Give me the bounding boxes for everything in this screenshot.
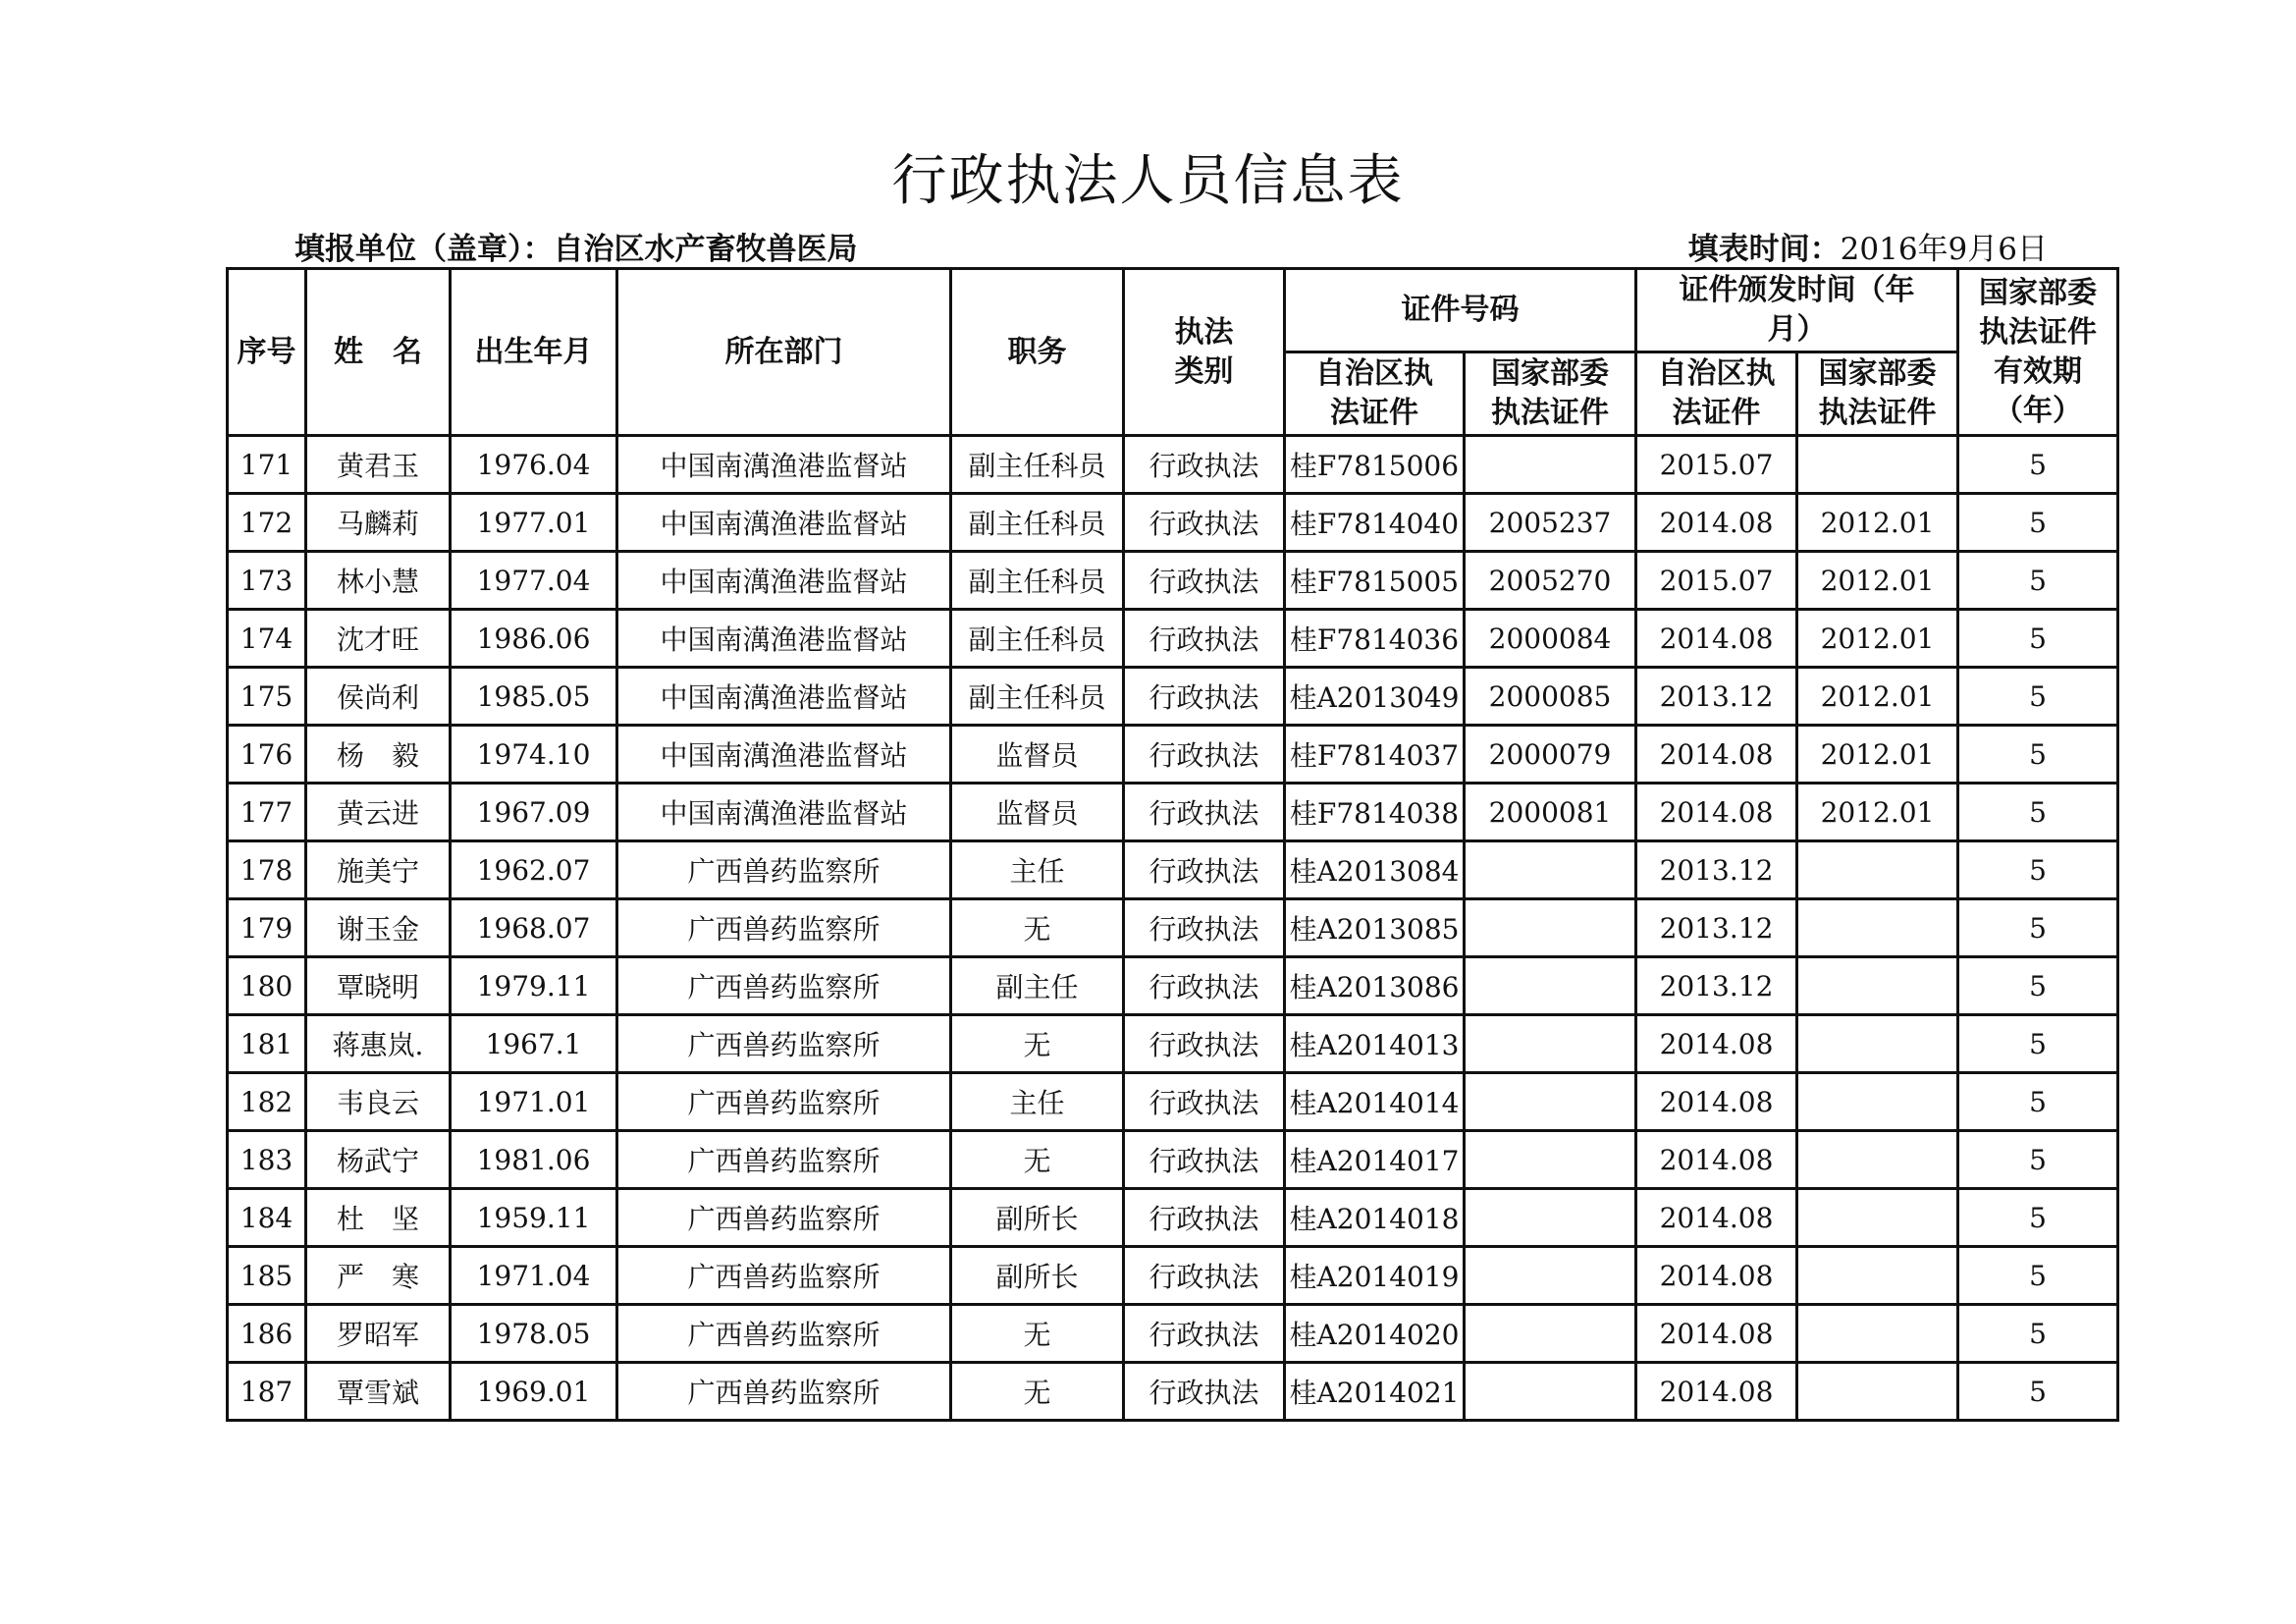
cell-position: 副主任科员: [951, 610, 1124, 668]
cell-name: 黄君玉: [306, 436, 451, 494]
cell-region-issue: 2014.08: [1636, 1363, 1797, 1421]
cell-validity: 5: [1958, 668, 2118, 726]
cell-seq: 174: [228, 610, 306, 668]
header-cert-issue: 证件颁发时间（年月）: [1636, 269, 1958, 352]
cell-region-cert: 桂A2014013: [1285, 1015, 1465, 1073]
cell-dept: 中国南澫渔港监督站: [617, 668, 951, 726]
table-row: [228, 1189, 2118, 1247]
cell-dept: 广西兽药监察所: [617, 1189, 951, 1247]
cell-national-issue: [1797, 1073, 1958, 1131]
info-table: [226, 267, 2119, 1422]
cell-region-issue: 2014.08: [1636, 494, 1797, 552]
cell-position: 无: [951, 899, 1124, 957]
cell-name: 罗昭军: [306, 1305, 451, 1363]
cell-birth: 1978.05: [451, 1305, 617, 1363]
fill-unit-label: 填报单位（盖章）：自治区水产畜牧兽医局: [294, 232, 858, 267]
cell-region-cert: 桂A2014021: [1285, 1363, 1465, 1421]
cell-seq: 187: [228, 1363, 306, 1421]
cell-region-cert: 桂F7814040: [1285, 494, 1465, 552]
cell-region-issue: 2013.12: [1636, 957, 1797, 1015]
cell-national-cert: [1465, 1247, 1636, 1305]
table-row: [228, 1247, 2118, 1305]
cell-region-issue: 2015.07: [1636, 436, 1797, 494]
cell-region-cert: 桂F7815005: [1285, 552, 1465, 610]
cell-seq: 179: [228, 899, 306, 957]
page-title: 行政执法人员信息表: [891, 149, 1405, 213]
cell-position: 无: [951, 1363, 1124, 1421]
cell-national-cert: [1465, 841, 1636, 899]
cell-national-cert: 2000085: [1465, 668, 1636, 726]
cell-birth: 1971.01: [451, 1073, 617, 1131]
cell-dept: 中国南澫渔港监督站: [617, 726, 951, 784]
cell-category: 行政执法: [1124, 1189, 1285, 1247]
cell-position: 副主任: [951, 957, 1124, 1015]
cell-region-issue: 2013.12: [1636, 668, 1797, 726]
cell-birth: 1959.11: [451, 1189, 617, 1247]
cell-category: 行政执法: [1124, 552, 1285, 610]
cell-national-issue: [1797, 841, 1958, 899]
cell-national-cert: [1465, 1131, 1636, 1189]
table-row: [228, 610, 2118, 668]
cell-region-cert: 桂F7814037: [1285, 726, 1465, 784]
cell-region-cert: 桂A2013049: [1285, 668, 1465, 726]
cell-position: 无: [951, 1131, 1124, 1189]
table-header: [228, 269, 2118, 436]
cell-national-issue: 2012.01: [1797, 668, 1958, 726]
header-position: 职务: [951, 269, 1124, 436]
cell-national-cert: 2000079: [1465, 726, 1636, 784]
table-row: [228, 841, 2118, 899]
cell-region-issue: 2014.08: [1636, 1015, 1797, 1073]
cell-validity: 5: [1958, 610, 2118, 668]
cell-category: 行政执法: [1124, 841, 1285, 899]
cell-national-cert: [1465, 436, 1636, 494]
cell-dept: 中国南澫渔港监督站: [617, 610, 951, 668]
cell-region-issue: 2014.08: [1636, 784, 1797, 841]
cell-region-issue: 2014.08: [1636, 1131, 1797, 1189]
cell-region-issue: 2014.08: [1636, 1247, 1797, 1305]
cell-name: 施美宁: [306, 841, 451, 899]
cell-national-issue: [1797, 1247, 1958, 1305]
cell-national-cert: 2005237: [1465, 494, 1636, 552]
fill-date: [1688, 224, 2048, 268]
header-national-cert-issue: 国家部委执法证件: [1797, 352, 1958, 436]
cell-national-issue: [1797, 1015, 1958, 1073]
cell-validity: 5: [1958, 957, 2118, 1015]
cell-validity: 5: [1958, 1073, 2118, 1131]
cell-region-cert: 桂A2014019: [1285, 1247, 1465, 1305]
cell-validity: 5: [1958, 899, 2118, 957]
cell-validity: 5: [1958, 784, 2118, 841]
cell-validity: 5: [1958, 494, 2118, 552]
cell-name: 覃晓明: [306, 957, 451, 1015]
cell-validity: 5: [1958, 436, 2118, 494]
cell-birth: 1985.05: [451, 668, 617, 726]
cell-birth: 1979.11: [451, 957, 617, 1015]
cell-birth: 1974.10: [451, 726, 617, 784]
cell-birth: 1977.04: [451, 552, 617, 610]
cell-name: 林小慧: [306, 552, 451, 610]
cell-position: 主任: [951, 841, 1124, 899]
cell-category: 行政执法: [1124, 1015, 1285, 1073]
cell-position: 副所长: [951, 1189, 1124, 1247]
cell-national-cert: 2005270: [1465, 552, 1636, 610]
header-category: 执法类别: [1124, 269, 1285, 436]
cell-region-issue: 2014.08: [1636, 726, 1797, 784]
cell-position: 副主任科员: [951, 494, 1124, 552]
cell-category: 行政执法: [1124, 957, 1285, 1015]
cell-category: 行政执法: [1124, 784, 1285, 841]
cell-validity: 5: [1958, 1305, 2118, 1363]
cell-position: 监督员: [951, 726, 1124, 784]
cell-national-cert: [1465, 957, 1636, 1015]
cell-name: 覃雪斌: [306, 1363, 451, 1421]
cell-seq: 183: [228, 1131, 306, 1189]
cell-category: 行政执法: [1124, 1073, 1285, 1131]
cell-region-issue: 2013.12: [1636, 899, 1797, 957]
cell-national-cert: [1465, 1189, 1636, 1247]
cell-seq: 185: [228, 1247, 306, 1305]
cell-name: 杨 毅: [306, 726, 451, 784]
cell-name: 蒋惠岚.: [306, 1015, 451, 1073]
cell-validity: 5: [1958, 552, 2118, 610]
cell-region-cert: 桂A2013085: [1285, 899, 1465, 957]
cell-national-issue: 2012.01: [1797, 552, 1958, 610]
cell-birth: 1986.06: [451, 610, 617, 668]
cell-position: 副主任科员: [951, 668, 1124, 726]
cell-category: 行政执法: [1124, 1305, 1285, 1363]
cell-region-issue: 2013.12: [1636, 841, 1797, 899]
cell-seq: 177: [228, 784, 306, 841]
cell-region-issue: 2014.08: [1636, 1305, 1797, 1363]
table-row: [228, 552, 2118, 610]
cell-region-issue: 2014.08: [1636, 1189, 1797, 1247]
cell-validity: 5: [1958, 1131, 2118, 1189]
cell-dept: 中国南澫渔港监督站: [617, 494, 951, 552]
cell-validity: 5: [1958, 1363, 2118, 1421]
header-cert-no: 证件号码: [1285, 269, 1636, 352]
cell-region-cert: 桂A2014014: [1285, 1073, 1465, 1131]
cell-name: 韦良云: [306, 1073, 451, 1131]
table-row: [228, 1015, 2118, 1073]
cell-category: 行政执法: [1124, 494, 1285, 552]
cell-position: 副主任科员: [951, 552, 1124, 610]
cell-position: 副主任科员: [951, 436, 1124, 494]
table-row: [228, 436, 2118, 494]
cell-dept: 广西兽药监察所: [617, 1363, 951, 1421]
header-seq: 序号: [228, 269, 306, 436]
cell-seq: 186: [228, 1305, 306, 1363]
cell-position: 副所长: [951, 1247, 1124, 1305]
table-body: [228, 436, 2118, 1421]
table-row: [228, 784, 2118, 841]
cell-region-issue: 2015.07: [1636, 552, 1797, 610]
table-row: [228, 1131, 2118, 1189]
cell-name: 马麟莉: [306, 494, 451, 552]
cell-national-cert: [1465, 1305, 1636, 1363]
cell-birth: 1976.04: [451, 436, 617, 494]
cell-national-issue: 2012.01: [1797, 726, 1958, 784]
cell-national-issue: [1797, 1131, 1958, 1189]
cell-dept: 广西兽药监察所: [617, 1131, 951, 1189]
cell-name: 侯尚利: [306, 668, 451, 726]
table-row: [228, 1363, 2118, 1421]
cell-dept: 中国南澫渔港监督站: [617, 784, 951, 841]
cell-national-issue: [1797, 1363, 1958, 1421]
header-validity: 国家部委执法证件有效期（年）: [1958, 269, 2118, 436]
cell-dept: 广西兽药监察所: [617, 899, 951, 957]
cell-name: 沈才旺: [306, 610, 451, 668]
cell-validity: 5: [1958, 1015, 2118, 1073]
fill-date-label: 填表时间：: [1687, 232, 1841, 267]
cell-category: 行政执法: [1124, 1247, 1285, 1305]
cell-dept: 中国南澫渔港监督站: [617, 552, 951, 610]
cell-position: 监督员: [951, 784, 1124, 841]
cell-category: 行政执法: [1124, 610, 1285, 668]
cell-seq: 184: [228, 1189, 306, 1247]
cell-region-issue: 2014.08: [1636, 1073, 1797, 1131]
header-region-cert: 自治区执法证件: [1285, 352, 1465, 436]
cell-position: 无: [951, 1305, 1124, 1363]
cell-seq: 176: [228, 726, 306, 784]
cell-seq: 171: [228, 436, 306, 494]
cell-dept: 广西兽药监察所: [617, 1015, 951, 1073]
cell-validity: 5: [1958, 841, 2118, 899]
cell-name: 杨武宁: [306, 1131, 451, 1189]
cell-seq: 175: [228, 668, 306, 726]
cell-birth: 1967.1: [451, 1015, 617, 1073]
cell-category: 行政执法: [1124, 436, 1285, 494]
cell-national-cert: [1465, 1015, 1636, 1073]
header-national-cert: 国家部委执法证件: [1465, 352, 1636, 436]
cell-seq: 173: [228, 552, 306, 610]
header-dept: 所在部门: [617, 269, 951, 436]
cell-dept: 广西兽药监察所: [617, 957, 951, 1015]
table-row: [228, 1305, 2118, 1363]
cell-birth: 1962.07: [451, 841, 617, 899]
cell-category: 行政执法: [1124, 1131, 1285, 1189]
cell-region-cert: 桂A2014017: [1285, 1131, 1465, 1189]
cell-dept: 广西兽药监察所: [617, 1073, 951, 1131]
cell-region-cert: 桂F7815006: [1285, 436, 1465, 494]
cell-national-issue: [1797, 1189, 1958, 1247]
cell-seq: 172: [228, 494, 306, 552]
cell-region-cert: 桂A2013086: [1285, 957, 1465, 1015]
cell-position: 主任: [951, 1073, 1124, 1131]
table-row: [228, 957, 2118, 1015]
table-row: [228, 726, 2118, 784]
cell-birth: 1968.07: [451, 899, 617, 957]
cell-national-cert: [1465, 1363, 1636, 1421]
cell-name: 黄云进: [306, 784, 451, 841]
header-birth: 出生年月: [451, 269, 617, 436]
cell-validity: 5: [1958, 726, 2118, 784]
cell-category: 行政执法: [1124, 899, 1285, 957]
cell-national-cert: [1465, 899, 1636, 957]
cell-category: 行政执法: [1124, 668, 1285, 726]
cell-seq: 182: [228, 1073, 306, 1131]
fill-date-value: 2016年9月6日: [1840, 232, 2048, 267]
cell-national-issue: 2012.01: [1797, 610, 1958, 668]
cell-birth: 1971.04: [451, 1247, 617, 1305]
table-row: [228, 668, 2118, 726]
cell-dept: 广西兽药监察所: [617, 1247, 951, 1305]
cell-seq: 181: [228, 1015, 306, 1073]
cell-region-cert: 桂F7814036: [1285, 610, 1465, 668]
table-row: [228, 1073, 2118, 1131]
cell-name: 谢玉金: [306, 899, 451, 957]
cell-dept: 广西兽药监察所: [617, 841, 951, 899]
header-region-cert-issue: 自治区执法证件: [1636, 352, 1797, 436]
cell-national-issue: 2012.01: [1797, 784, 1958, 841]
cell-birth: 1969.01: [451, 1363, 617, 1421]
cell-region-cert: 桂A2013084: [1285, 841, 1465, 899]
cell-national-cert: [1465, 1073, 1636, 1131]
cell-region-cert: 桂A2014020: [1285, 1305, 1465, 1363]
cell-category: 行政执法: [1124, 1363, 1285, 1421]
cell-seq: 180: [228, 957, 306, 1015]
cell-name: 严 寒: [306, 1247, 451, 1305]
cell-region-issue: 2014.08: [1636, 610, 1797, 668]
cell-dept: 中国南澫渔港监督站: [617, 436, 951, 494]
cell-national-issue: 2012.01: [1797, 494, 1958, 552]
cell-national-issue: [1797, 436, 1958, 494]
cell-dept: 广西兽药监察所: [617, 1305, 951, 1363]
cell-national-issue: [1797, 899, 1958, 957]
cell-national-cert: 2000084: [1465, 610, 1636, 668]
cell-seq: 178: [228, 841, 306, 899]
cell-validity: 5: [1958, 1189, 2118, 1247]
header-name: 姓 名: [306, 269, 451, 436]
cell-position: 无: [951, 1015, 1124, 1073]
cell-birth: 1977.01: [451, 494, 617, 552]
cell-birth: 1981.06: [451, 1131, 617, 1189]
cell-national-issue: [1797, 957, 1958, 1015]
cell-name: 杜 坚: [306, 1189, 451, 1247]
cell-region-cert: 桂A2014018: [1285, 1189, 1465, 1247]
cell-validity: 5: [1958, 1247, 2118, 1305]
cell-national-cert: 2000081: [1465, 784, 1636, 841]
cell-category: 行政执法: [1124, 726, 1285, 784]
cell-national-issue: [1797, 1305, 1958, 1363]
cell-region-cert: 桂F7814038: [1285, 784, 1465, 841]
table-row: [228, 494, 2118, 552]
table-row: [228, 899, 2118, 957]
cell-birth: 1967.09: [451, 784, 617, 841]
